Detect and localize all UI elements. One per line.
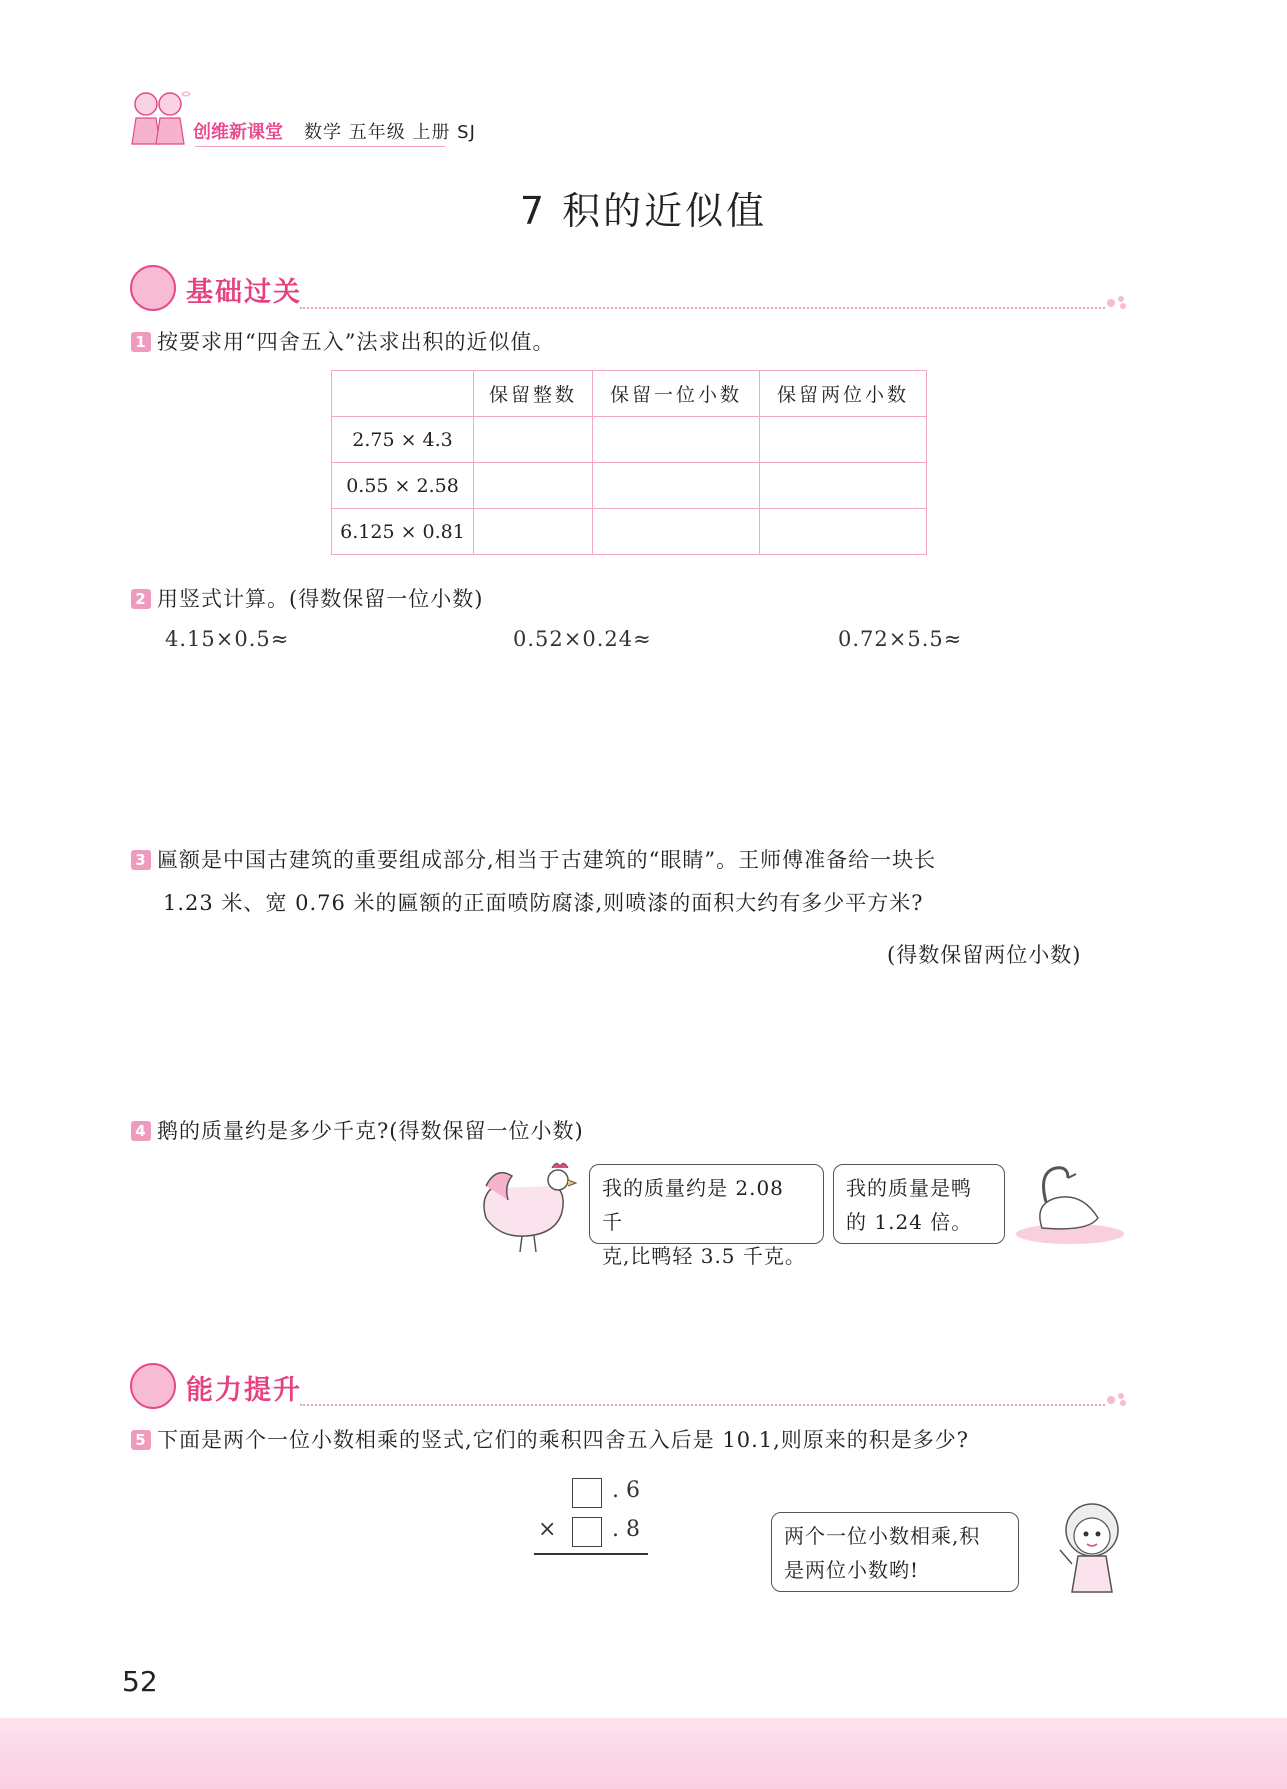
times-sign: ×	[538, 1517, 557, 1542]
rooster-icon	[472, 1158, 582, 1258]
question-number: 3	[131, 850, 151, 870]
table-header-cell	[332, 371, 474, 417]
brand-name: 创维新课堂	[193, 122, 283, 143]
answer-cell[interactable]	[474, 417, 593, 463]
kids-logo-icon	[126, 88, 192, 150]
question-2	[131, 583, 483, 613]
digit-input-box[interactable]	[572, 1517, 602, 1547]
calc-underline	[534, 1553, 648, 1555]
question-4-text: 鹅的质量约是多少千克?(得数保留一位小数)	[157, 1119, 584, 1143]
header-divider	[195, 146, 445, 147]
girl-speech-bubble	[771, 1512, 1019, 1592]
question-3-line-2: 1.23 米、宽 0.76 米的匾额的正面喷防腐漆,则喷漆的面积大约有多少平方米?	[163, 891, 924, 915]
table-cell-expression: 6.125 × 0.81	[332, 509, 474, 555]
answer-cell[interactable]	[760, 417, 927, 463]
question-1-text: 按要求用“四舍五入”法求出积的近似值。	[157, 330, 555, 354]
table-cell-expression: 0.55 × 2.58	[332, 463, 474, 509]
calc-expression: 0.72×5.5≈	[838, 627, 963, 651]
question-number: 4	[131, 1121, 151, 1141]
advanced-section-icon	[130, 1363, 176, 1409]
question-3	[131, 844, 936, 874]
dots-decoration-icon	[1105, 294, 1129, 310]
bubble-line: 是两位小数哟!	[784, 1558, 920, 1582]
rooster-speech-bubble	[589, 1164, 824, 1268]
question-number: 2	[131, 589, 151, 609]
book-subject: 数学 五年级 上册 SJ	[304, 122, 476, 143]
table-header-cell: 保留两位小数	[760, 371, 927, 417]
calc-expression: 4.15×0.5≈	[165, 627, 290, 651]
swan-speech-bubble	[833, 1164, 1005, 1244]
approximation-table	[331, 370, 927, 555]
girl-character-icon	[1050, 1494, 1132, 1598]
table-row	[332, 417, 927, 463]
bubble-line: 我的质量是鸭	[846, 1176, 972, 1200]
basic-section-icon	[130, 265, 176, 311]
table-row	[332, 509, 927, 555]
table-header-row	[332, 371, 927, 417]
page-number: 52	[122, 1665, 158, 1698]
calc-row-2: . 8	[612, 1517, 640, 1542]
bubble-line: 克,比鸭轻 3.5 千克。	[602, 1244, 806, 1268]
table-header-cell: 保留整数	[474, 371, 593, 417]
advanced-section-rule	[300, 1404, 1105, 1406]
answer-cell[interactable]	[593, 509, 760, 555]
answer-cell[interactable]	[760, 463, 927, 509]
question-5-text: 下面是两个一位小数相乘的竖式,它们的乘积四舍五入后是 10.1,则原来的积是多少?	[157, 1428, 970, 1452]
answer-cell[interactable]	[760, 509, 927, 555]
answer-cell[interactable]	[474, 509, 593, 555]
question-number: 1	[131, 332, 151, 352]
swan-icon	[1012, 1160, 1128, 1250]
question-3-note: (得数保留两位小数)	[887, 943, 1082, 967]
question-2-text: 用竖式计算。(得数保留一位小数)	[157, 587, 484, 611]
advanced-section-title: 能力提升	[186, 1375, 302, 1406]
question-3-line-1: 匾额是中国古建筑的重要组成部分,相当于古建筑的“眼睛”。王师傅准备给一块长	[157, 848, 937, 872]
answer-cell[interactable]	[593, 417, 760, 463]
footer-band	[0, 1718, 1287, 1789]
question-4	[131, 1115, 584, 1145]
page-title: 7 积的近似值	[519, 189, 768, 233]
answer-cell[interactable]	[593, 463, 760, 509]
basic-section-title: 基础过关	[186, 277, 302, 308]
dots-decoration-icon	[1105, 1391, 1129, 1407]
question-5	[131, 1424, 969, 1454]
question-1	[131, 326, 554, 356]
basic-section-rule	[300, 307, 1105, 309]
table-cell-expression: 2.75 × 4.3	[332, 417, 474, 463]
bubble-line: 两个一位小数相乘,积	[784, 1524, 981, 1548]
question-number: 5	[131, 1430, 151, 1450]
bubble-line: 的 1.24 倍。	[846, 1210, 973, 1234]
calc-row-1: . 6	[612, 1478, 640, 1503]
table-row	[332, 463, 927, 509]
digit-input-box[interactable]	[572, 1478, 602, 1508]
table-header-cell: 保留一位小数	[593, 371, 760, 417]
calc-expression: 0.52×0.24≈	[513, 627, 652, 651]
answer-cell[interactable]	[474, 463, 593, 509]
bubble-line: 我的质量约是 2.08 千	[602, 1176, 784, 1234]
